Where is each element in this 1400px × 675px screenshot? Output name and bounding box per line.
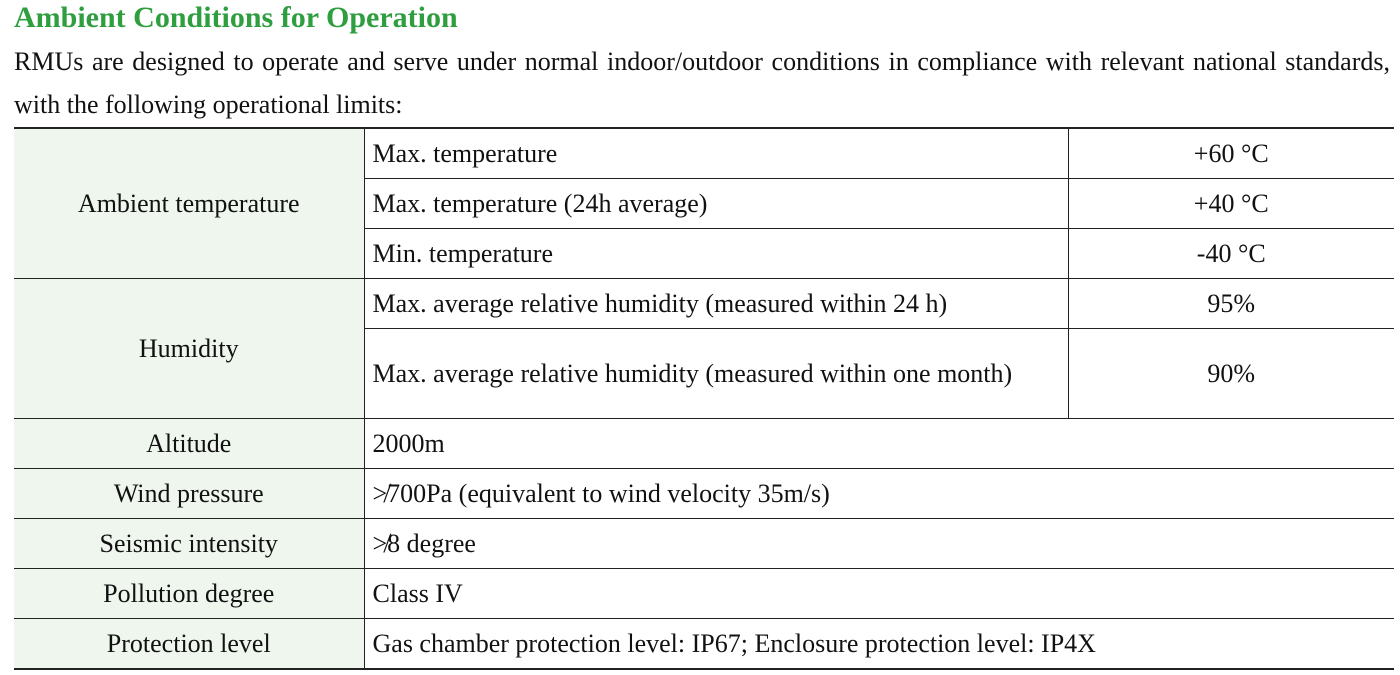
value-cell: +40 °C <box>1068 179 1394 229</box>
table-row <box>14 128 1394 179</box>
row-label-humidity: Humidity <box>14 279 364 419</box>
value-cell: ≯700Pa (equivalent to wind velocity 35m/s) <box>364 469 1394 519</box>
section-title: Ambient Conditions for Operation <box>14 1 458 34</box>
row-label-ambient-temperature: Ambient temperature <box>14 128 364 279</box>
table-row <box>14 279 1394 329</box>
value-cell: +60 °C <box>1068 128 1394 179</box>
value-cell: Class IV <box>364 569 1394 619</box>
value-cell: Gas chamber protection level: IP67; Enclosure protection level: IP4X <box>364 619 1394 670</box>
row-label-pollution-degree: Pollution degree <box>14 569 364 619</box>
table-row <box>14 419 1394 469</box>
param-cell: Max. temperature (24h average) <box>364 179 1068 229</box>
row-label-altitude: Altitude <box>14 419 364 469</box>
row-label-seismic-intensity: Seismic intensity <box>14 519 364 569</box>
value-cell: 2000m <box>364 419 1394 469</box>
value-cell: ≯8 degree <box>364 519 1394 569</box>
param-cell: Min. temperature <box>364 229 1068 279</box>
param-cell: Max. temperature <box>364 128 1068 179</box>
row-label-wind-pressure: Wind pressure <box>14 469 364 519</box>
table-row <box>14 469 1394 519</box>
value-cell: -40 °C <box>1068 229 1394 279</box>
param-cell: Max. average relative humidity (measured within 24 h) <box>364 279 1068 329</box>
intro-paragraph: RMUs are designed to operate and serve under normal indoor/outdoor conditions in compliance with relevant national standards, with the following operational limits: <box>14 47 1390 119</box>
table-row <box>14 619 1394 670</box>
table-row <box>14 519 1394 569</box>
row-label-protection-level: Protection level <box>14 619 364 670</box>
table-row <box>14 569 1394 619</box>
operational-limits-table <box>14 127 1394 670</box>
value-cell: 90% <box>1068 329 1394 419</box>
param-cell: Max. average relative humidity (measured within one month) <box>364 329 1068 419</box>
value-cell: 95% <box>1068 279 1394 329</box>
